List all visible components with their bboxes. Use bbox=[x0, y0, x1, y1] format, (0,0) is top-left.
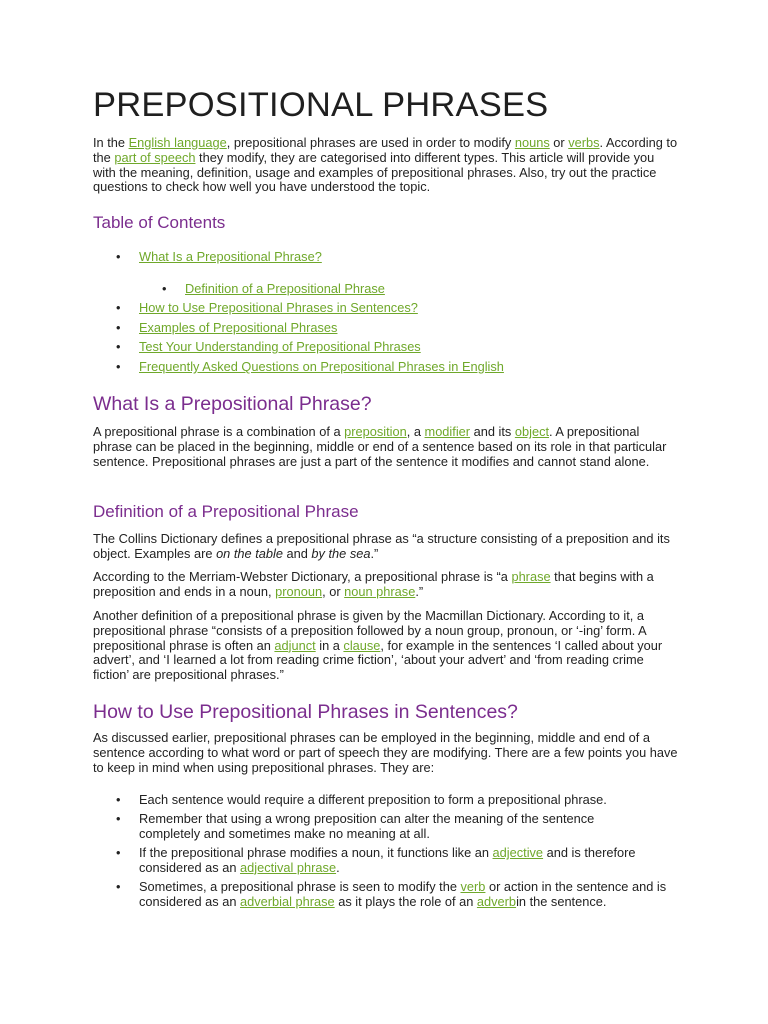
text: Each sentence would require a different preposition to form a prepositional phrase. bbox=[139, 792, 607, 807]
toc-item bbox=[116, 359, 504, 375]
link-phrase[interactable]: phrase bbox=[511, 569, 551, 584]
text: The Collins Dictionary defines a prepositional phrase as “a structure consisting of a preposition and its object. Examples are bbox=[93, 531, 670, 561]
text: or action in the sentence and is considered as an bbox=[139, 879, 667, 909]
usage-point bbox=[116, 879, 679, 910]
usage-point bbox=[116, 792, 679, 808]
text: in the sentence. bbox=[516, 893, 607, 909]
text: and is therefore considered as an bbox=[139, 845, 636, 875]
bullet: • bbox=[116, 811, 121, 826]
text: If the prepositional phrase modifies a noun, it functions like an bbox=[139, 845, 493, 860]
text: , or bbox=[322, 583, 345, 599]
link-object[interactable]: object bbox=[514, 424, 550, 439]
bullet: • bbox=[116, 339, 121, 354]
toc-item bbox=[116, 249, 322, 265]
text bbox=[139, 880, 679, 910]
merriam-webster-paragraph bbox=[93, 570, 678, 600]
italic-text: on the table bbox=[216, 545, 283, 561]
link-adverbial-phrase[interactable]: adverbial phrase bbox=[240, 893, 335, 909]
toc-item bbox=[162, 281, 385, 297]
macmillan-paragraph bbox=[93, 609, 678, 683]
toc-item bbox=[116, 300, 418, 316]
text: According to the Merriam-Webster Dictionary, a prepositional phrase is “a bbox=[93, 569, 512, 584]
text bbox=[139, 846, 679, 876]
bullet: • bbox=[116, 792, 121, 807]
bullet: • bbox=[162, 281, 167, 296]
toc-link-test[interactable]: Test Your Understanding of Prepositional Phrases bbox=[139, 339, 421, 354]
link-pronoun[interactable]: pronoun bbox=[275, 583, 323, 599]
text: that begins with a preposition and ends in a noun, bbox=[93, 569, 654, 599]
text: . According to the bbox=[93, 135, 678, 165]
text: , a bbox=[406, 424, 425, 439]
text: . bbox=[336, 859, 340, 875]
text: Another definition of a prepositional phrase is given by the Macmillan Dictionary. According to it, a prepositional phrase “consists of a preposition followed by a noun group, pronoun, or ‘-ing’ form. A prepositional phrase is often an bbox=[93, 608, 646, 653]
how-to-use-paragraph: As discussed earlier, prepositional phrases can be employed in the beginning, middle and end of a sentence according to what word or part of speech they are modifying. There are a few points you have to keep in mind when using prepositional phrases. They are: bbox=[93, 730, 678, 775]
toc-item bbox=[116, 339, 421, 355]
text: and bbox=[282, 545, 312, 561]
usage-point bbox=[116, 811, 639, 842]
link-nouns[interactable]: nouns bbox=[514, 135, 550, 150]
text: in a bbox=[315, 637, 344, 653]
text: .” bbox=[370, 545, 379, 561]
toc-link-what-is[interactable]: What Is a Prepositional Phrase? bbox=[139, 249, 322, 264]
link-verbs[interactable]: verbs bbox=[568, 135, 600, 150]
text: Remember that using a wrong preposition can alter the meaning of the sentence completely and sometimes make no meaning at all. bbox=[139, 811, 595, 841]
bullet: • bbox=[116, 879, 121, 894]
link-modifier[interactable]: modifier bbox=[424, 424, 471, 439]
bullet: • bbox=[116, 249, 121, 264]
link-clause[interactable]: clause bbox=[343, 637, 381, 653]
toc-heading: Table of Contents bbox=[93, 213, 226, 232]
text: Sometimes, a prepositional phrase is seen to modify the bbox=[139, 879, 461, 894]
toc-link-how-to-use[interactable]: How to Use Prepositional Phrases in Sentences? bbox=[139, 300, 418, 315]
bullet: • bbox=[116, 845, 121, 860]
link-part-of-speech[interactable]: part of speech bbox=[114, 149, 196, 165]
section-heading-what-is: What Is a Prepositional Phrase? bbox=[93, 393, 372, 415]
link-verb[interactable]: verb bbox=[460, 879, 486, 894]
what-is-paragraph bbox=[93, 425, 678, 469]
bullet: • bbox=[116, 359, 121, 374]
italic-text: by the sea bbox=[311, 545, 371, 561]
text: .” bbox=[415, 583, 424, 599]
collins-paragraph bbox=[93, 532, 678, 562]
text: or bbox=[549, 135, 569, 150]
usage-point bbox=[116, 845, 679, 876]
toc-link-examples[interactable]: Examples of Prepositional Phrases bbox=[139, 320, 338, 335]
toc-item bbox=[116, 320, 338, 336]
intro-paragraph bbox=[93, 136, 678, 195]
text: and its bbox=[470, 424, 515, 439]
link-adverb[interactable]: adverb bbox=[476, 893, 517, 909]
link-adjectival-phrase[interactable]: adjectival phrase bbox=[240, 859, 337, 875]
toc-link-faq[interactable]: Frequently Asked Questions on Prepositional Phrases in English bbox=[139, 359, 504, 374]
text: . A prepositional phrase can be placed in the beginning, middle or end of a sentence based on its role in that particular sentence. Prepositional phrases are just a part of the sentence it modifies and cannot stand alone. bbox=[93, 424, 667, 469]
link-adjunct[interactable]: adjunct bbox=[274, 637, 316, 653]
text: , prepositional phrases are used in order to modify bbox=[226, 135, 515, 150]
bullet: • bbox=[116, 300, 121, 315]
link-noun-phrase[interactable]: noun phrase bbox=[344, 583, 416, 599]
section-heading-how-to-use: How to Use Prepositional Phrases in Sentences? bbox=[93, 701, 518, 723]
text: In the bbox=[93, 135, 129, 150]
section-heading-definition: Definition of a Prepositional Phrase bbox=[93, 502, 359, 521]
link-english-language[interactable]: English language bbox=[128, 135, 227, 150]
link-adjective[interactable]: adjective bbox=[492, 845, 544, 860]
text: , for example in the sentences ‘I called about your advert’, and ‘I learned a lot from reading crime fiction’, ‘about your advert’ and ‘from reading crime fiction’ are prepositional phrases.” bbox=[93, 637, 663, 683]
text: they modify, they are categorised into different types. This article will provide you with the meaning, definition, usage and examples of prepositional phrases. Also, try out the practice questions to check how well you have understood the topic. bbox=[93, 149, 657, 195]
link-preposition[interactable]: preposition bbox=[344, 424, 407, 439]
toc-link-definition[interactable]: Definition of a Prepositional Phrase bbox=[185, 281, 385, 296]
text: A prepositional phrase is a combination of a bbox=[93, 424, 345, 439]
text: as it plays the role of an bbox=[334, 893, 477, 909]
bullet: • bbox=[116, 320, 121, 335]
page-title: PREPOSITIONAL PHRASES bbox=[93, 86, 549, 124]
